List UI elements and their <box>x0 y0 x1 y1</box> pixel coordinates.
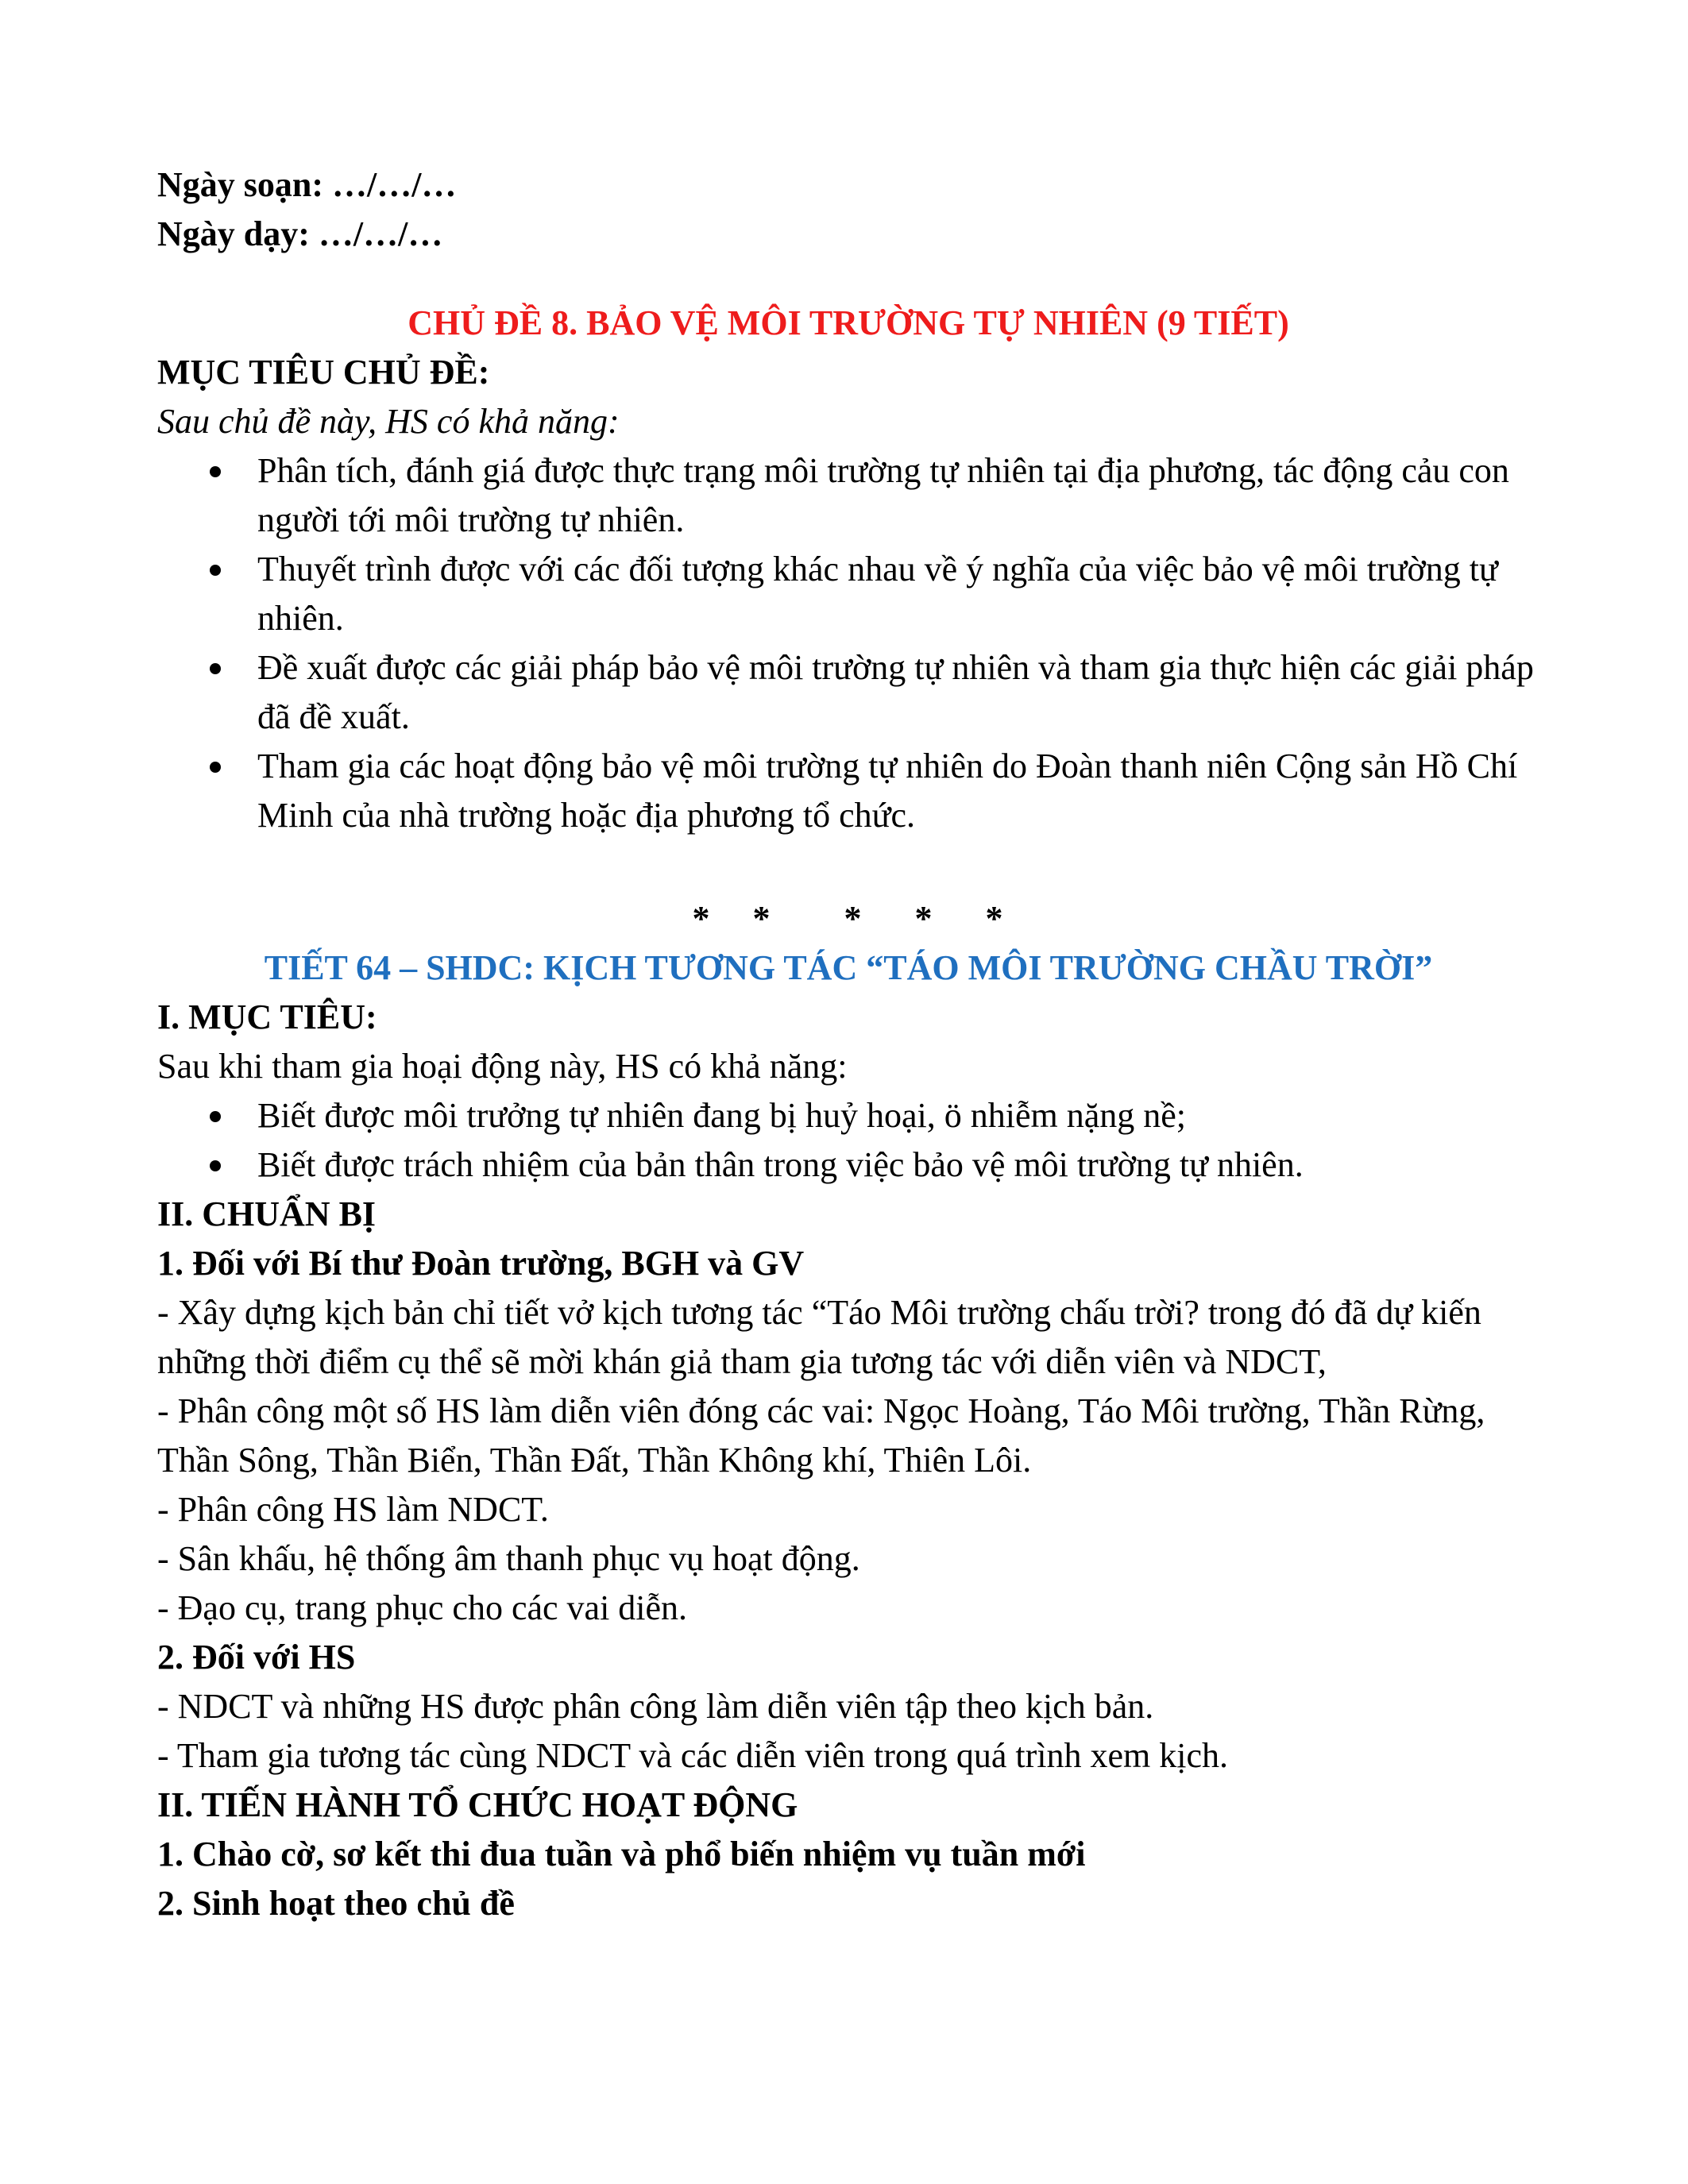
preparation-line: - Sân khấu, hệ thống âm thanh phục vụ hoạt động. <box>157 1539 860 1578</box>
list-item: Thuyết trình được với các đối tượng khác nhau về ý nghĩa của việc bảo vệ môi trường tự nhiên. <box>157 545 1539 643</box>
activity-item: 1. Chào cờ, sơ kết thi đua tuần và phổ biến nhiệm vụ tuần mới <box>157 1835 1086 1873</box>
preparation-line: - Đạo cụ, trang phục cho các vai diễn. <box>157 1588 688 1627</box>
preparation-line: - Xây dựng kịch bản chỉ tiết vở kịch tương tác “Táo Môi trường chấu trời? trong đó đã dự kiến những thời điểm cụ thể sẽ mời khán giả tham gia tương tác với diễn viên và NDCT, <box>157 1293 1481 1381</box>
spacer <box>157 840 1539 894</box>
section-heading-objectives: I. MỤC TIÊU: <box>157 997 377 1036</box>
topic-objectives-list <box>157 446 1539 840</box>
section-heading-preparation: II. CHUẨN BỊ <box>157 1194 377 1233</box>
list-item: Phân tích, đánh giá được thực trạng môi trường tự nhiên tại địa phương, tác động cảu con người tới môi trường tự nhiên. <box>157 446 1539 545</box>
list-item: Tham gia các hoạt động bảo vệ môi trường tự nhiên do Đoàn thanh niên Cộng sản Hồ Chí Minh của nhà trường hoặc địa phương tổ chức. <box>157 742 1539 840</box>
topic-title: CHỦ ĐỀ 8. BẢO VỆ MÔI TRƯỜNG TỰ NHIÊN (9 TIẾT) <box>408 303 1289 342</box>
section-separator: * * * * * <box>692 899 1005 938</box>
lesson-objectives-list <box>157 1091 1539 1190</box>
list-item: Biết được môi trưởng tự nhiên đang bị huỷ hoại, ö nhiễm nặng nề; <box>157 1091 1539 1140</box>
bullet-icon <box>210 762 221 773</box>
bullet-icon <box>210 466 221 477</box>
date-taught: Ngày dạy: …/…/… <box>157 214 443 253</box>
preparation-line: - Phân công HS làm NDCT. <box>157 1490 549 1529</box>
student-line: - Tham gia tương tác cùng NDCT và các diễn viên trong quá trình xem kịch. <box>157 1736 1229 1775</box>
document-page <box>157 160 1539 1928</box>
activity-item: 2. Sinh hoạt theo chủ đề <box>157 1884 515 1923</box>
bullet-icon <box>210 1160 221 1171</box>
preparation-line: - Phân công một số HS làm diễn viên đóng các vai: Ngọc Hoàng, Táo Môi trường, Thần Rừng, Thần Sông, Thần Biển, Thần Đất, Thần Không khí, Thiên Lôi. <box>157 1391 1485 1480</box>
spacer <box>157 259 1539 299</box>
subsection-heading-students: 2. Đối với HS <box>157 1638 356 1677</box>
list-item: Biết được trách nhiệm của bản thân trong việc bảo vệ môi trường tự nhiên. <box>157 1140 1539 1190</box>
bullet-icon <box>210 663 221 674</box>
bullet-icon <box>210 1111 221 1122</box>
bullet-icon <box>210 565 221 576</box>
section-heading-activities: II. TIẾN HÀNH TỔ CHỨC HOẠT ĐỘNG <box>157 1785 798 1824</box>
student-line: - NDCT và những HS được phân công làm diễn viên tập theo kịch bản. <box>157 1687 1154 1726</box>
topic-objective-heading: MỤC TIÊU CHỦ ĐỀ: <box>157 353 490 392</box>
topic-objective-intro: Sau chủ đề này, HS có khả năng: <box>157 402 620 441</box>
list-item: Đề xuất được các giải pháp bảo vệ môi trường tự nhiên và tham gia thực hiện các giải pháp đã đề xuất. <box>157 643 1539 742</box>
section-intro: Sau khi tham gia hoại động này, HS có khả năng: <box>157 1047 848 1086</box>
date-prepared: Ngày soạn: …/…/… <box>157 165 457 204</box>
lesson-title: TIẾT 64 – SHDC: KỊCH TƯƠNG TÁC “TÁO MÔI TRƯỜNG CHẦU TRỜI” <box>264 948 1433 987</box>
subsection-heading-teachers: 1. Đối với Bí thư Đoàn trường, BGH và GV <box>157 1244 805 1283</box>
